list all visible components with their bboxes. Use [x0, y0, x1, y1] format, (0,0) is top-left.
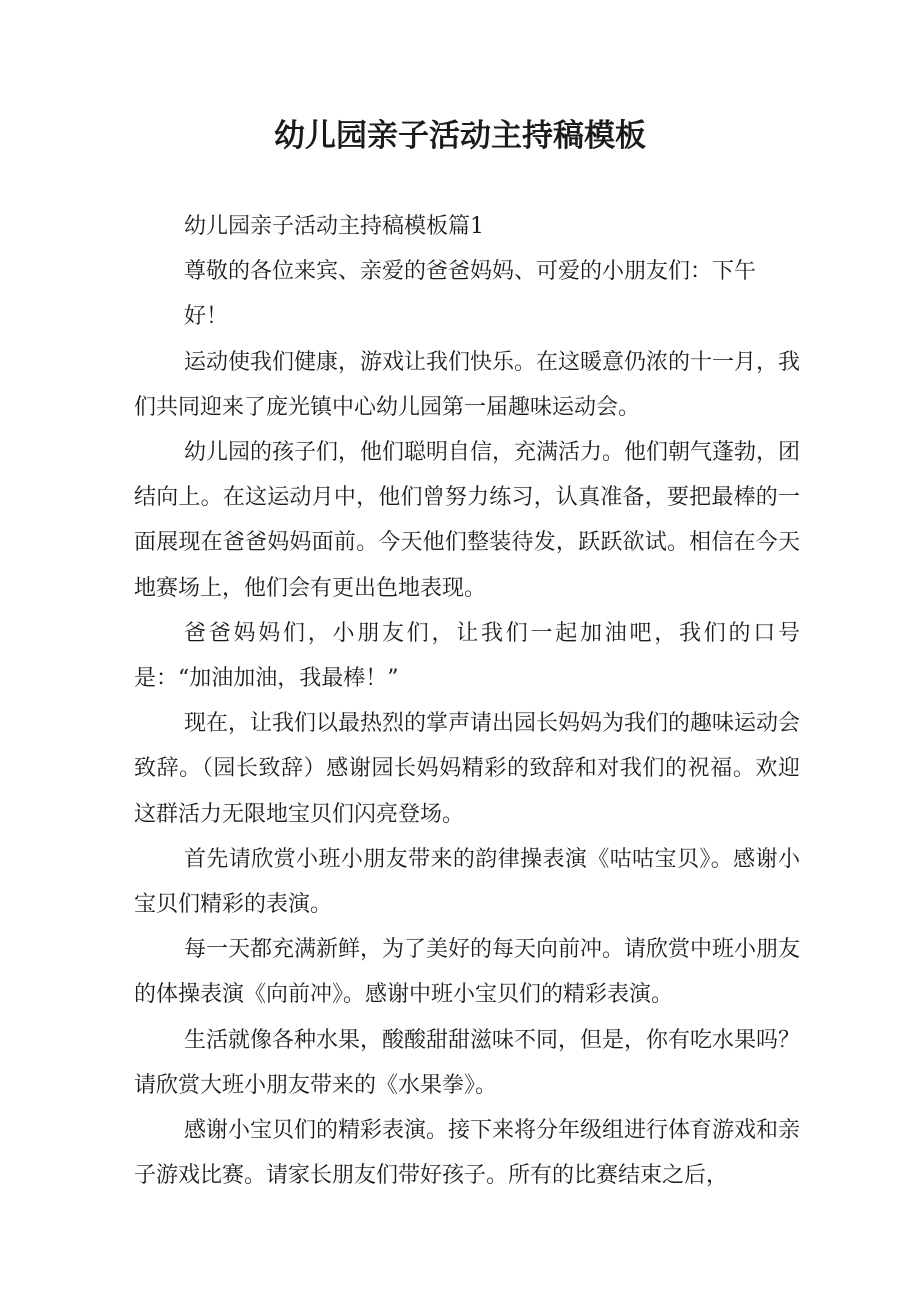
document-body — [134, 204, 800, 1198]
greeting-line-1: 尊敬的各位来宾、亲爱的爸爸妈妈、可爱的小朋友们：下午 — [184, 259, 757, 285]
paragraph: 爸爸妈妈们，小朋友们，让我们一起加油吧，我们的口号是：“加油加油，我最棒！” — [134, 620, 800, 692]
paragraph: 运动使我们健康，游戏让我们快乐。在这暖意仍浓的十一月，我们共同迎来了庞光镇中心幼儿园第一届趣味运动会。 — [134, 349, 801, 420]
greeting-line-2: 好！ — [184, 304, 229, 330]
paragraph: 每一天都充满新鲜，为了美好的每天向前冲。请欣赏中班小朋友的体操表演《向前冲》。感谢中班小宝贝们的精彩表演。 — [134, 937, 801, 1008]
paragraph: 感谢小宝贝们的精彩表演。接下来将分年级组进行体育游戏和亲子游戏比赛。请家长朋友们带好孩子。所有的比赛结束之后， — [134, 1118, 801, 1189]
paragraph: 幼儿园的孩子们，他们聪明自信，充满活力。他们朝气蓬勃，团结向上。在这运动月中，他们曾努力练习，认真准备，要把最棒的一面展现在爸爸妈妈面前。今天他们整装待发，跃跃欲试。相信在今天地赛场上，他们会有更出色地表现。 — [134, 440, 801, 601]
paragraph: 生活就像各种水果，酸酸甜甜滋味不同，但是，你有吃水果吗？请欣赏大班小朋友带来的《水果拳》。 — [134, 1027, 801, 1098]
section-heading: 幼儿园亲子活动主持稿模板篇1 — [184, 214, 484, 239]
paragraph: 现在，让我们以最热烈的掌声请出园长妈妈为我们的趣味运动会致辞。（园长致辞）感谢园长妈妈精彩的致辞和对我们的祝福。欢迎这群活力无限地宝贝们闪亮登场。 — [134, 711, 801, 827]
document-title: 幼儿园亲子活动主持稿模板 — [274, 118, 646, 154]
paragraph: 首先请欣赏小班小朋友带来的韵律操表演《咕咕宝贝》。感谢小宝贝们精彩的表演。 — [134, 846, 800, 918]
